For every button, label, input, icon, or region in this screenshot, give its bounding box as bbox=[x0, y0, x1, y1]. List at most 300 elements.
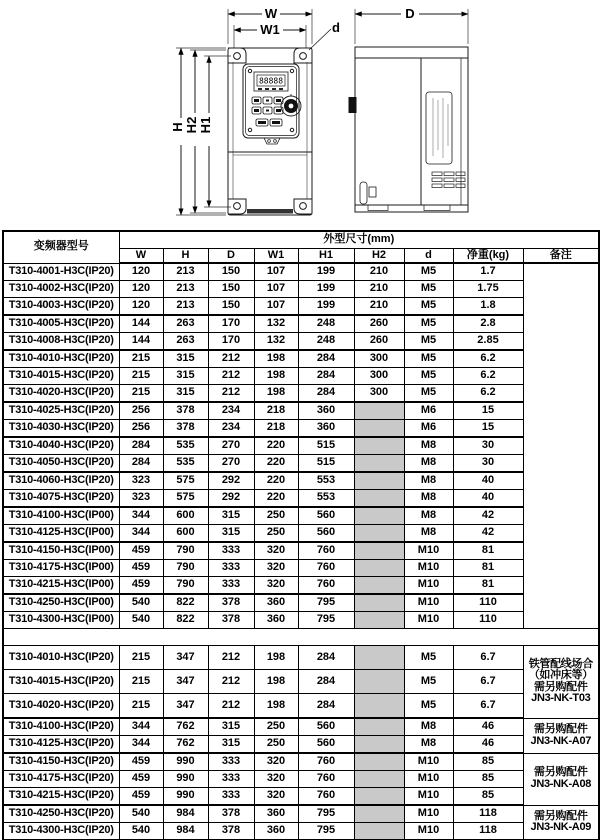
table-cell: 85 bbox=[453, 788, 523, 806]
table-cell: 170 bbox=[208, 315, 254, 333]
h2-cell bbox=[354, 594, 404, 612]
table-cell: 315 bbox=[208, 507, 254, 525]
remark-cell: 需另购配件 JN3-NK-A09 bbox=[523, 805, 599, 840]
table-cell: 333 bbox=[208, 560, 254, 577]
table-cell: M10 bbox=[404, 577, 453, 595]
header-col-h2: H2 bbox=[354, 249, 404, 264]
model-cell: T310-4150-H3C(IP20) bbox=[3, 753, 119, 771]
table-cell: 284 bbox=[298, 694, 354, 719]
table-cell: 790 bbox=[163, 542, 208, 560]
separator-row bbox=[3, 629, 599, 646]
model-cell: T310-4250-H3C(IP00) bbox=[3, 594, 119, 612]
table-cell: 250 bbox=[254, 736, 298, 754]
model-cell: T310-4040-H3C(IP20) bbox=[3, 437, 119, 455]
table-row bbox=[3, 368, 599, 385]
dim-label-w: W bbox=[264, 6, 278, 21]
table-cell: 984 bbox=[163, 823, 208, 840]
model-cell: T310-4100-H3C(IP20) bbox=[3, 718, 119, 736]
table-cell: 760 bbox=[298, 753, 354, 771]
h2-cell: 210 bbox=[354, 281, 404, 298]
table-row bbox=[3, 594, 599, 612]
table-row bbox=[3, 350, 599, 368]
table-cell: 315 bbox=[208, 718, 254, 736]
table-row bbox=[3, 753, 599, 771]
table-cell: 81 bbox=[453, 542, 523, 560]
table-cell: 333 bbox=[208, 771, 254, 788]
table-cell: 315 bbox=[163, 350, 208, 368]
h2-cell bbox=[354, 455, 404, 473]
table-cell: 213 bbox=[163, 263, 208, 281]
table-cell: 6.2 bbox=[453, 368, 523, 385]
header-col-w1: W1 bbox=[254, 249, 298, 264]
table-row bbox=[3, 525, 599, 543]
table-cell: 320 bbox=[254, 577, 298, 595]
table-cell: 323 bbox=[119, 472, 163, 490]
table-row bbox=[3, 542, 599, 560]
table-cell: 150 bbox=[208, 298, 254, 316]
table-row bbox=[3, 823, 599, 840]
table-cell: 218 bbox=[254, 420, 298, 438]
h2-cell bbox=[354, 823, 404, 840]
table-cell: 212 bbox=[208, 694, 254, 719]
table-row bbox=[3, 694, 599, 719]
table-cell: M10 bbox=[404, 560, 453, 577]
table-cell: 323 bbox=[119, 490, 163, 508]
table-cell: 459 bbox=[119, 577, 163, 595]
model-cell: T310-4001-H3C(IP20) bbox=[3, 263, 119, 281]
table-cell: 515 bbox=[298, 437, 354, 455]
table-cell: 315 bbox=[163, 368, 208, 385]
table-cell: 1.8 bbox=[453, 298, 523, 316]
table-row bbox=[3, 263, 599, 281]
table-cell: 360 bbox=[298, 402, 354, 420]
table-cell: 42 bbox=[453, 525, 523, 543]
table-cell: 198 bbox=[254, 694, 298, 719]
table-cell: 220 bbox=[254, 437, 298, 455]
h2-cell bbox=[354, 736, 404, 754]
table-cell: 215 bbox=[119, 350, 163, 368]
table-cell: 360 bbox=[298, 420, 354, 438]
model-cell: T310-4005-H3C(IP20) bbox=[3, 315, 119, 333]
table-cell: 250 bbox=[254, 507, 298, 525]
table-cell: 234 bbox=[208, 402, 254, 420]
table-cell: 344 bbox=[119, 525, 163, 543]
table-cell: 553 bbox=[298, 472, 354, 490]
table-cell: M10 bbox=[404, 753, 453, 771]
h2-cell bbox=[354, 670, 404, 694]
table-cell: 459 bbox=[119, 788, 163, 806]
table-cell: M10 bbox=[404, 771, 453, 788]
table-cell: 990 bbox=[163, 753, 208, 771]
header-col-: 备注 bbox=[523, 249, 599, 264]
table-cell: 212 bbox=[208, 646, 254, 670]
model-cell: T310-4002-H3C(IP20) bbox=[3, 281, 119, 298]
dim-label-depth: D bbox=[405, 6, 415, 21]
table-cell: 315 bbox=[163, 385, 208, 403]
model-cell: T310-4060-H3C(IP20) bbox=[3, 472, 119, 490]
remark-cell: 需另购配件 JN3-NK-A07 bbox=[523, 718, 599, 753]
table-cell: 107 bbox=[254, 263, 298, 281]
table-cell: 333 bbox=[208, 788, 254, 806]
model-cell: T310-4008-H3C(IP20) bbox=[3, 333, 119, 351]
table-cell: 360 bbox=[254, 612, 298, 629]
table-cell: 762 bbox=[163, 736, 208, 754]
table-cell: 320 bbox=[254, 753, 298, 771]
remark-cell: 需另购配件 JN3-NK-A08 bbox=[523, 753, 599, 805]
table-cell: M10 bbox=[404, 542, 453, 560]
table-cell: 85 bbox=[453, 753, 523, 771]
model-cell: T310-4015-H3C(IP20) bbox=[3, 368, 119, 385]
table-cell: 270 bbox=[208, 437, 254, 455]
table-cell: 248 bbox=[298, 333, 354, 351]
table-cell: M10 bbox=[404, 823, 453, 840]
table-cell: 120 bbox=[119, 298, 163, 316]
table-cell: 760 bbox=[298, 577, 354, 595]
table-cell: 199 bbox=[298, 281, 354, 298]
table-cell: 540 bbox=[119, 594, 163, 612]
table-cell: 378 bbox=[208, 612, 254, 629]
table-cell: M8 bbox=[404, 490, 453, 508]
header-model: 变频器型号 bbox=[3, 231, 119, 263]
table-cell: 42 bbox=[453, 507, 523, 525]
table-cell: M8 bbox=[404, 472, 453, 490]
table-cell: M5 bbox=[404, 315, 453, 333]
table-cell: 212 bbox=[208, 670, 254, 694]
side-view-drawing bbox=[349, 6, 469, 212]
table-cell: 540 bbox=[119, 805, 163, 823]
table-cell: M8 bbox=[404, 455, 453, 473]
table-cell: 378 bbox=[208, 823, 254, 840]
table-cell: 107 bbox=[254, 298, 298, 316]
table-cell: 270 bbox=[208, 455, 254, 473]
table-cell: 378 bbox=[208, 594, 254, 612]
h2-cell bbox=[354, 612, 404, 629]
header-col-w: W bbox=[119, 249, 163, 264]
table-cell: 234 bbox=[208, 420, 254, 438]
model-cell: T310-4300-H3C(IP20) bbox=[3, 823, 119, 840]
model-cell: T310-4010-H3C(IP20) bbox=[3, 350, 119, 368]
table-row bbox=[3, 629, 599, 646]
table-cell: 212 bbox=[208, 350, 254, 368]
table-cell: 2.85 bbox=[453, 333, 523, 351]
dim-label-hole: d bbox=[332, 20, 340, 35]
table-cell: 46 bbox=[453, 736, 523, 754]
table-cell: 284 bbox=[119, 455, 163, 473]
header-col-d: D bbox=[208, 249, 254, 264]
table-cell: 46 bbox=[453, 718, 523, 736]
table-cell: 30 bbox=[453, 455, 523, 473]
table-cell: 215 bbox=[119, 670, 163, 694]
h2-cell bbox=[354, 525, 404, 543]
table-cell: 600 bbox=[163, 507, 208, 525]
model-cell: T310-4215-H3C(IP20) bbox=[3, 788, 119, 806]
table-cell: 198 bbox=[254, 646, 298, 670]
remark-cell: 铁管配线场合 （如冲床等） 需另购配件 JN3-NK-T03 bbox=[523, 646, 599, 719]
table-cell: 118 bbox=[453, 823, 523, 840]
table-cell: 822 bbox=[163, 612, 208, 629]
model-cell: T310-4125-H3C(IP00) bbox=[3, 525, 119, 543]
dim-label-h2: H2 bbox=[184, 116, 199, 134]
h2-cell bbox=[354, 437, 404, 455]
model-cell: T310-4020-H3C(IP20) bbox=[3, 385, 119, 403]
table-row bbox=[3, 281, 599, 298]
table-row bbox=[3, 805, 599, 823]
table-cell: 360 bbox=[254, 805, 298, 823]
table-row bbox=[3, 420, 599, 438]
h2-cell: 300 bbox=[354, 350, 404, 368]
table-cell: 560 bbox=[298, 718, 354, 736]
table-cell: 333 bbox=[208, 753, 254, 771]
h2-cell bbox=[354, 694, 404, 719]
table-cell: M10 bbox=[404, 612, 453, 629]
table-cell: 347 bbox=[163, 694, 208, 719]
model-cell: T310-4050-H3C(IP20) bbox=[3, 455, 119, 473]
table-cell: 144 bbox=[119, 333, 163, 351]
table-cell: 215 bbox=[119, 385, 163, 403]
table-cell: 284 bbox=[298, 368, 354, 385]
table-cell: M5 bbox=[404, 385, 453, 403]
h2-cell bbox=[354, 542, 404, 560]
h2-cell: 300 bbox=[354, 368, 404, 385]
table-cell: 215 bbox=[119, 646, 163, 670]
table-cell: 30 bbox=[453, 437, 523, 455]
table-cell: M5 bbox=[404, 333, 453, 351]
table-cell: 320 bbox=[254, 560, 298, 577]
table-cell: 760 bbox=[298, 542, 354, 560]
table-cell: 459 bbox=[119, 753, 163, 771]
table-cell: 85 bbox=[453, 771, 523, 788]
h2-cell bbox=[354, 420, 404, 438]
table-cell: 284 bbox=[298, 350, 354, 368]
table-cell: M10 bbox=[404, 805, 453, 823]
h2-cell bbox=[354, 646, 404, 670]
table-cell: 2.8 bbox=[453, 315, 523, 333]
table-cell: 213 bbox=[163, 281, 208, 298]
table-cell: 459 bbox=[119, 542, 163, 560]
model-cell: T310-4300-H3C(IP00) bbox=[3, 612, 119, 629]
header-col-h: H bbox=[163, 249, 208, 264]
table-cell: 459 bbox=[119, 560, 163, 577]
table-cell: 15 bbox=[453, 420, 523, 438]
table-cell: 198 bbox=[254, 368, 298, 385]
table-cell: M5 bbox=[404, 694, 453, 719]
table-cell: 333 bbox=[208, 542, 254, 560]
table-cell: 263 bbox=[163, 315, 208, 333]
table-cell: 822 bbox=[163, 594, 208, 612]
model-cell: T310-4250-H3C(IP20) bbox=[3, 805, 119, 823]
h2-cell: 260 bbox=[354, 315, 404, 333]
model-cell: T310-4215-H3C(IP00) bbox=[3, 577, 119, 595]
table-cell: 795 bbox=[298, 823, 354, 840]
table-cell: 790 bbox=[163, 560, 208, 577]
table-cell: 6.7 bbox=[453, 694, 523, 719]
table-cell: 198 bbox=[254, 350, 298, 368]
table-cell: 553 bbox=[298, 490, 354, 508]
table-cell: 15 bbox=[453, 402, 523, 420]
table-cell: 535 bbox=[163, 437, 208, 455]
table-cell: 132 bbox=[254, 333, 298, 351]
table-cell: 459 bbox=[119, 771, 163, 788]
table-cell: 347 bbox=[163, 670, 208, 694]
table-cell: 984 bbox=[163, 805, 208, 823]
h2-cell: 210 bbox=[354, 298, 404, 316]
table-cell: 215 bbox=[119, 368, 163, 385]
h2-cell bbox=[354, 472, 404, 490]
model-cell: T310-4150-H3C(IP00) bbox=[3, 542, 119, 560]
table-cell: 215 bbox=[119, 694, 163, 719]
table-cell: 292 bbox=[208, 472, 254, 490]
model-cell: T310-4175-H3C(IP20) bbox=[3, 771, 119, 788]
h2-cell bbox=[354, 560, 404, 577]
table-cell: 199 bbox=[298, 263, 354, 281]
table-cell: 198 bbox=[254, 670, 298, 694]
table-cell: 378 bbox=[163, 402, 208, 420]
table-cell: 1.7 bbox=[453, 263, 523, 281]
model-cell: T310-4003-H3C(IP20) bbox=[3, 298, 119, 316]
table-row bbox=[3, 670, 599, 694]
h2-cell: 300 bbox=[354, 385, 404, 403]
table-row bbox=[3, 385, 599, 403]
table-cell: M8 bbox=[404, 736, 453, 754]
model-cell: T310-4015-H3C(IP20) bbox=[3, 670, 119, 694]
table-cell: M5 bbox=[404, 298, 453, 316]
table-cell: 120 bbox=[119, 263, 163, 281]
table-row bbox=[3, 771, 599, 788]
header-col-kg: 净重(kg) bbox=[453, 249, 523, 264]
table-cell: 560 bbox=[298, 525, 354, 543]
table-cell: 220 bbox=[254, 472, 298, 490]
table-row bbox=[3, 455, 599, 473]
table-cell: 284 bbox=[298, 670, 354, 694]
table-cell: 344 bbox=[119, 718, 163, 736]
h2-cell bbox=[354, 805, 404, 823]
table-cell: 110 bbox=[453, 612, 523, 629]
table-cell: 760 bbox=[298, 771, 354, 788]
model-cell: T310-4075-H3C(IP20) bbox=[3, 490, 119, 508]
dim-label-h: H bbox=[170, 122, 185, 132]
table-cell: 600 bbox=[163, 525, 208, 543]
table-cell: 315 bbox=[208, 736, 254, 754]
table-cell: 263 bbox=[163, 333, 208, 351]
table-cell: 150 bbox=[208, 281, 254, 298]
table-cell: 760 bbox=[298, 560, 354, 577]
table-row bbox=[3, 402, 599, 420]
table-cell: 292 bbox=[208, 490, 254, 508]
model-cell: T310-4020-H3C(IP20) bbox=[3, 694, 119, 719]
table-cell: 333 bbox=[208, 577, 254, 595]
table-cell: M5 bbox=[404, 281, 453, 298]
dimension-drawing bbox=[0, 0, 600, 230]
table-cell: 6.2 bbox=[453, 350, 523, 368]
table-row bbox=[3, 231, 599, 249]
table-cell: 199 bbox=[298, 298, 354, 316]
table-cell: 344 bbox=[119, 507, 163, 525]
header-col-h1: H1 bbox=[298, 249, 354, 264]
table-cell: 132 bbox=[254, 315, 298, 333]
table-cell: 110 bbox=[453, 594, 523, 612]
table-cell: M6 bbox=[404, 402, 453, 420]
table-row bbox=[3, 718, 599, 736]
table-row bbox=[3, 646, 599, 670]
table-cell: 213 bbox=[163, 298, 208, 316]
table-row bbox=[3, 472, 599, 490]
table-cell: 575 bbox=[163, 490, 208, 508]
table-cell: 790 bbox=[163, 577, 208, 595]
table-row bbox=[3, 437, 599, 455]
table-cell: 760 bbox=[298, 788, 354, 806]
table-row bbox=[3, 788, 599, 806]
table-cell: 347 bbox=[163, 646, 208, 670]
table-row bbox=[3, 490, 599, 508]
table-cell: 360 bbox=[254, 594, 298, 612]
table-cell: 150 bbox=[208, 263, 254, 281]
h2-cell bbox=[354, 753, 404, 771]
table-cell: 220 bbox=[254, 455, 298, 473]
model-cell: T310-4025-H3C(IP20) bbox=[3, 402, 119, 420]
table-cell: 575 bbox=[163, 472, 208, 490]
table-cell: 256 bbox=[119, 402, 163, 420]
table-cell: 795 bbox=[298, 612, 354, 629]
table-cell: 250 bbox=[254, 718, 298, 736]
table-row bbox=[3, 298, 599, 316]
table-cell: 315 bbox=[208, 525, 254, 543]
h2-cell: 260 bbox=[354, 333, 404, 351]
table-row bbox=[3, 560, 599, 577]
table-row bbox=[3, 315, 599, 333]
table-cell: 107 bbox=[254, 281, 298, 298]
h2-cell bbox=[354, 490, 404, 508]
table-cell: 256 bbox=[119, 420, 163, 438]
table-cell: 284 bbox=[119, 437, 163, 455]
table-cell: 40 bbox=[453, 490, 523, 508]
table-cell: 198 bbox=[254, 385, 298, 403]
table-cell: 284 bbox=[298, 385, 354, 403]
table-cell: 220 bbox=[254, 490, 298, 508]
table-cell: 40 bbox=[453, 472, 523, 490]
h2-cell: 210 bbox=[354, 263, 404, 281]
model-cell: T310-4100-H3C(IP00) bbox=[3, 507, 119, 525]
front-view-drawing bbox=[174, 6, 331, 215]
table-cell: 990 bbox=[163, 788, 208, 806]
table-cell: 378 bbox=[208, 805, 254, 823]
table-row bbox=[3, 333, 599, 351]
table-cell: 795 bbox=[298, 594, 354, 612]
table-cell: M5 bbox=[404, 263, 453, 281]
table-cell: 120 bbox=[119, 281, 163, 298]
table-cell: 118 bbox=[453, 805, 523, 823]
table-cell: 795 bbox=[298, 805, 354, 823]
table-cell: M6 bbox=[404, 420, 453, 438]
table-cell: M8 bbox=[404, 507, 453, 525]
model-cell: T310-4030-H3C(IP20) bbox=[3, 420, 119, 438]
model-cell: T310-4175-H3C(IP00) bbox=[3, 560, 119, 577]
table-cell: M5 bbox=[404, 670, 453, 694]
table-cell: 540 bbox=[119, 823, 163, 840]
table-cell: 218 bbox=[254, 402, 298, 420]
table-row bbox=[3, 736, 599, 754]
table-row bbox=[3, 612, 599, 629]
table-cell: M5 bbox=[404, 350, 453, 368]
table-cell: 81 bbox=[453, 560, 523, 577]
table-cell: 284 bbox=[298, 646, 354, 670]
table-cell: 360 bbox=[254, 823, 298, 840]
table-cell: 990 bbox=[163, 771, 208, 788]
display-digits: 88888 bbox=[258, 76, 284, 86]
h2-cell bbox=[354, 718, 404, 736]
table-cell: 248 bbox=[298, 315, 354, 333]
dim-label-w1: W1 bbox=[260, 22, 280, 37]
model-cell: T310-4125-H3C(IP20) bbox=[3, 736, 119, 754]
